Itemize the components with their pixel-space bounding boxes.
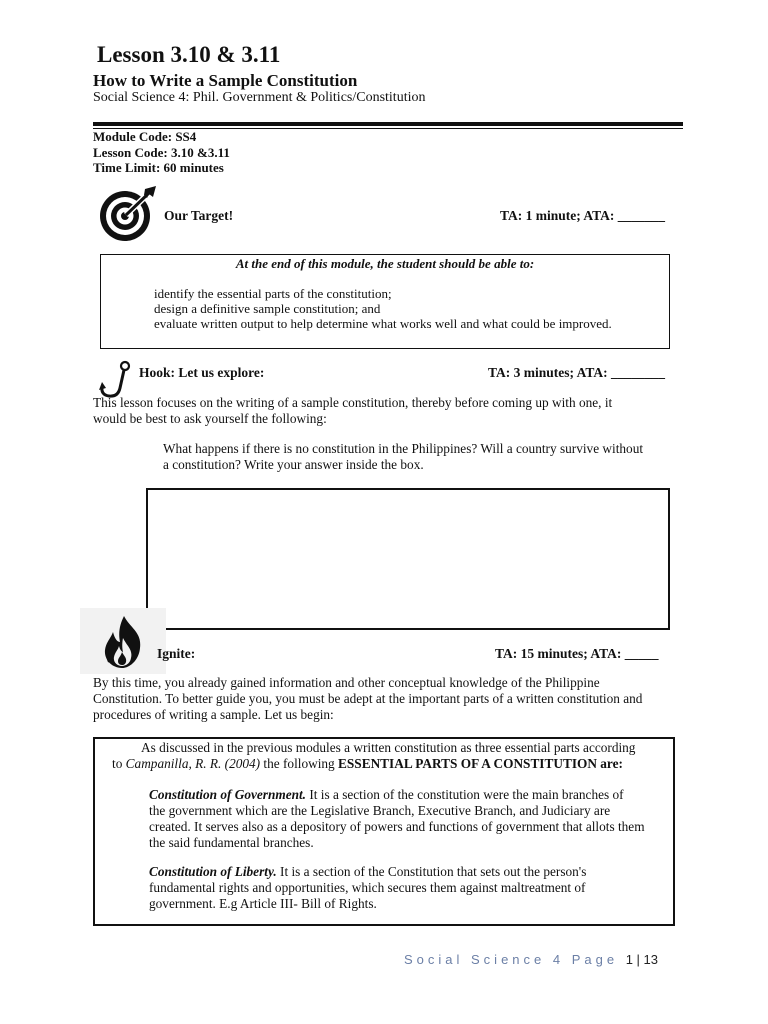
lesson-subtitle: How to Write a Sample Constitution — [93, 71, 358, 90]
essential-text: fundamental rights and opportunities, which secures them against maltreatment of — [149, 880, 586, 895]
essential-text: the following — [260, 756, 339, 771]
hook-intro-line: would be best to ask yourself the following: — [93, 411, 327, 426]
ignite-intro-line: By this time, you already gained information and other conceptual knowledge of the Philippine — [93, 675, 600, 690]
objectives-list — [154, 286, 612, 331]
footer-label: Social Science 4 Page — [403, 952, 619, 967]
constitution-of-government — [149, 787, 669, 851]
hook-question-line: What happens if there is no constitution in the Philippines? Will a country survive without — [163, 441, 644, 456]
essential-text: the said fundamental branches. — [149, 835, 314, 850]
objective-item: evaluate written output to help determine what works well and what could be improved. — [154, 316, 612, 331]
target-arrow-icon — [98, 186, 158, 242]
answer-box[interactable] — [146, 488, 670, 630]
lesson-title: Lesson 3.10 & 3.11 — [97, 42, 281, 67]
ignite-intro-line: procedures of writing a sample. Let us begin: — [93, 707, 334, 722]
flame-icon — [80, 608, 166, 674]
hook-question-line: a constitution? Write your answer inside the box. — [163, 457, 424, 472]
objective-item: identify the essential parts of the constitution; — [154, 286, 392, 301]
ignite-time-allotment: TA: 15 minutes; ATA: _____ — [495, 646, 659, 661]
hook-intro-line: This lesson focuses on the writing of a sample constitution, thereby before coming up with one, it — [93, 395, 613, 410]
constitution-of-government-title: Constitution of Government. — [149, 787, 307, 802]
page-footer — [404, 952, 658, 967]
time-limit: Time Limit: 60 minutes — [93, 160, 224, 175]
essential-text: the government which are the Legislative Branch, Executive Branch, and Judiciary are — [149, 803, 611, 818]
page-number: 1 | 13 — [625, 952, 658, 967]
course-name: Social Science 4: Phil. Government & Politics/Constitution — [93, 90, 426, 105]
module-code: Module Code: SS4 — [93, 129, 197, 144]
hook-question — [163, 441, 683, 473]
essential-text: to — [112, 756, 126, 771]
essential-text: created. It serves also as a depository of powers and functions of government that allots them — [149, 819, 645, 834]
essential-parts-heading: ESSENTIAL PARTS OF A CONSTITUTION are: — [338, 756, 623, 771]
essential-text: It is a section of the constitution were the main branches of — [306, 787, 624, 802]
hook-label: Hook: Let us explore: — [139, 365, 265, 380]
objectives-box — [100, 254, 670, 349]
objectives-heading: At the end of this module, the student should be able to: — [235, 256, 535, 271]
constitution-of-liberty-title: Constitution of Liberty. — [149, 864, 277, 879]
citation-author: Campanilla, R. R. (2004) — [125, 756, 261, 771]
essential-parts-box — [93, 737, 675, 926]
ignite-intro — [93, 675, 675, 723]
constitution-of-liberty — [149, 864, 669, 912]
ignite-intro-line: Constitution. To better guide you, you must be adept at the important parts of a written constitution and — [93, 691, 643, 706]
essential-intro-line — [112, 756, 623, 772]
ignite-label: Ignite: — [157, 646, 196, 661]
essential-text: government. E.g Article III- Bill of Rights. — [149, 896, 377, 911]
target-time-allotment: TA: 1 minute; ATA: _______ — [500, 208, 665, 223]
header-rule-thick — [93, 122, 683, 126]
target-label: Our Target! — [164, 208, 234, 223]
essential-text: It is a section of the Constitution that sets out the person's — [276, 864, 587, 879]
hook-intro — [93, 395, 683, 427]
lesson-code: Lesson Code: 3.10 &3.11 — [93, 145, 230, 160]
fishing-hook-icon — [97, 360, 135, 400]
essential-intro-line: As discussed in the previous modules a written constitution as three essential parts according — [141, 740, 636, 755]
objective-item: design a definitive sample constitution; and — [154, 301, 381, 316]
hook-time-allotment: TA: 3 minutes; ATA: ________ — [488, 365, 665, 380]
